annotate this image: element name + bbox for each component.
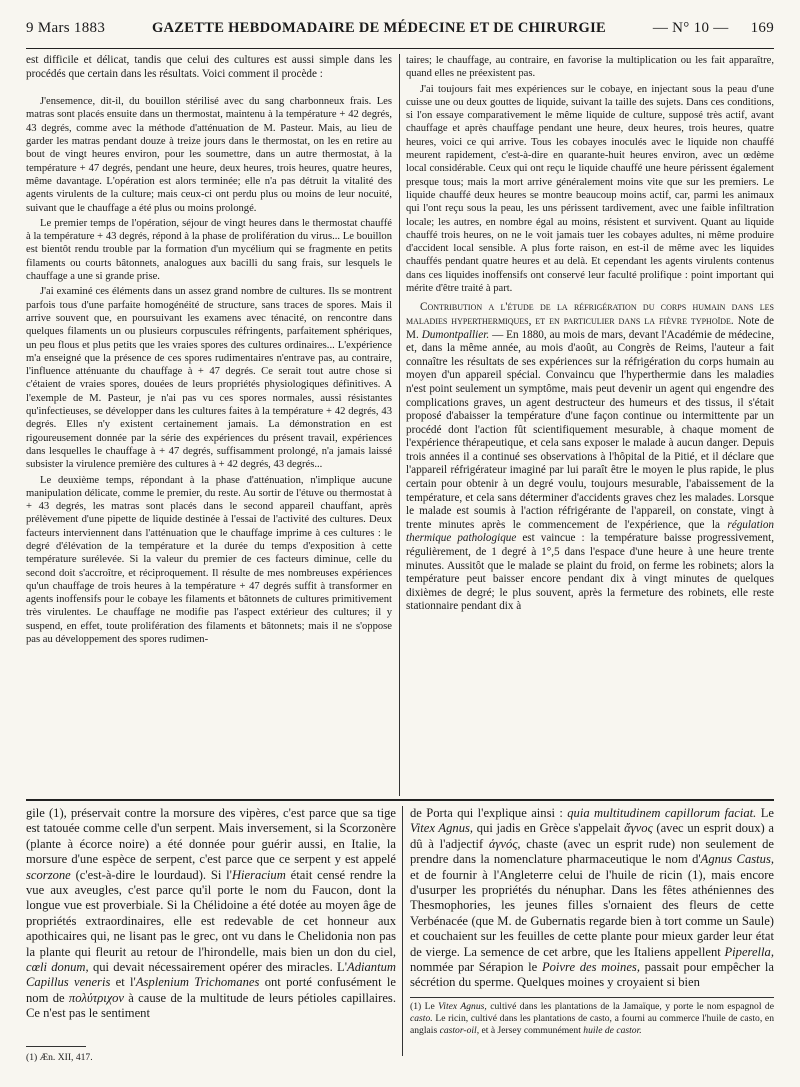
issue-number: — N° 10 — <box>652 19 729 36</box>
italic-term: Vitex Agnus, <box>438 1001 487 1012</box>
text-run: était censé rendre la vue aux aveugles, c'est parce qu'il porte le nom du Faucon, dont la longue vue est proverbiale. Si la Chélidoine a été dotée au moyen âge de propriétés extraordinaires, elle est redevable de cet honneur aux apothicaires qui, ne lisant pas le grec, ont vu dans le Chelidonia non pas la plante qui fleurit au retour de l'hirondelle, mais bien un don du ciel, <box>26 867 396 959</box>
quoted-paragraph: Le deuxième temps, répondant à la phase d'atténuation, n'implique aucune manipulation délicate, comme le premier, du reste. Au sortir de l'étuve ou thermostat à + 43 degrés, les matras sont placés dans le second appareil chauffant, après prélèvement d'une pipette de liquide destinée à l'essai de l'activité des cultures. Deux facteurs interviennent dans l'atténuation que le chauffage imprime à ces cultures : le degré d'élévation de la température et la durée du temps d'exposition à cette température surélevée. Si la valeur du premier de ces facteurs diminue, celle du second doit s'accroître, et réciproquement. Il résulte de mes nombreuses expériences qu'un chauffage de trois heures à la température + 47 degrés suffit à transformer en agents inoffensifs pour le cobaye les filaments et bâtonnets de cultures primitivement très virulentes. Le chauffage ne modifie pas l'aspect extérieur des cultures; il y suspend, en effet, toute prolifération des filaments et bâtonnets; mais il ne s'oppose pas au développement des spores rudimen- <box>26 474 392 646</box>
body-paragraph: J'ai toujours fait mes expériences sur le cobaye, en injectant sous la peau d'une cuisse une ou deux gouttes de liquide, suivant la taille des sujets. Dans ces conditions, si l'on essaye comparativement le même liquide de culture, supposé très actif, avant chauffage et après chauffage pendant une heure, deux heures, trois heures, quatre heures, voici ce qui arrive. Tous les cobayes inoculés avec le liquide non chauffé meurent rapidement, c'est-à-dire en quarante-huit heures environ, avec un œdème local considérable. Ceux qui ont reçu le liquide chauffé une heure périssent également presque tous; mais la mort arrive généralement moins vite que sur les premiers. Le liquide chauffé deux heures se montre beaucoup moins actif, car, parmi les animaux qui l'ont reçu sous la peau, les uns périssent tardivement, avec une faible infiltration locale; les autres, en nombre égal au moins, résistent et survivent. Quant au liquide chauffé trois heures, on ne le voit jamais tuer les cobayes adultes, ni même produire d'accident local sensible. A plus forte raison, en est-il de même avec les liquides chauffés pendant quatre heures et au delà. Et cependant les agents virulents contenus dans ces liquides inoffensifs ont conservé leur faculté prolifique : point important qui mérite d'être traité à part. <box>406 83 774 295</box>
greek-word: ἁγνός, <box>488 836 521 851</box>
issue-date: 9 Mars 1883 <box>26 19 106 36</box>
italic-term: Vitex Agnus, <box>410 821 474 836</box>
text-run: cultivé dans les plantations de la Jamaïque, y porte le nom espagnol de <box>490 1001 774 1012</box>
upper-left-column <box>26 54 392 796</box>
text-run: gile (1), préservait contre la morsure des vipères, c'est parce que sa tige est tatouée comme celle d'un serpent. Mais inversement, si la Scorzonère (plante à écorce noire) a été donnée pour guérir aussi, en Italie, la morsure d'une espèce de serpent, c'est parce que ce serpent y est appelé <box>26 806 396 867</box>
text-run: chaste (avec un esprit rude) non seulement de prendre dans la nomenclature pharmaceutique le nom d' <box>410 836 774 867</box>
footnote-right <box>410 1001 774 1037</box>
text-run: Le <box>760 806 774 820</box>
footnote-rule <box>26 1046 86 1047</box>
italic-term: Poivre des moines, <box>541 960 640 975</box>
text-run: qui jadis en Grèce s'appelait <box>476 821 621 836</box>
italic-term: quia multitudinem capillorum faciat. <box>567 806 757 820</box>
greek-word: πολύτριχον <box>68 990 124 1005</box>
italic-term: Asplenium Trichomanes <box>135 975 260 990</box>
italic-term: Piperella, <box>724 944 774 959</box>
quoted-paragraph: Le premier temps de l'opération, séjour de vingt heures dans le thermostat chauffé à la température + 43 degrés, répond à la phase de prolifération du virus... Le bouillon est bientôt rendu trouble par la formation d'un mycélium qui se fragmente en petits filaments ou courts bâtonnets, analogues aux bacilli du sang frais, sur lesquels le chauffage a une si grande prise. <box>26 217 392 283</box>
article-text: — En 1880, au mois de mars, devant l'Académie de médecine, et, dans la même année, au mois d'août, au Congrès de Reims, l'auteur a fait connaître les résultats de ses expériences sur la réfrigération du corps humain au moyen d'un appareil spécial. Convaincu que l'hyperthermie dans les maladies n'est point seulement un symptôme, mais peut devenir un agent qui engendre des complications graves, un agent destructeur des humeurs et des tissus, il s'était proposé d'abaisser la température d'une façon continue ou intermittente par un procédé dont l'action fût scientifiquement mesurable, à chaque moment de l'expérience thérapeutique, et cela sans exposer le malade à aucun danger. Depuis trois années il a continué ses observations à l'hôpital de la Pitié, et il déclare que l'appareil réfrigérateur imaginé par lui paraît être le moyen le plus rapide, le plus certain pour obtenir à un degré voulu, toujours mesurable, l'abaissement de la température, et cela sans déterminer d'accidents graves chez les malades. Lorsque le malade est soumis à l'action réfrigérante de l'appareil, on constate, vingt à trente minutes après le commencement de l'expérience, que la <box>406 328 774 531</box>
section-title: Contribution a l'étude de la réfrigération du corps humain dans les maladies hyperthermiques, et en particulier dans la fièvre typhoïde. <box>406 301 774 327</box>
header-right <box>653 20 774 37</box>
note-by: Note de M. <box>406 314 774 341</box>
greek-word: ἄγνος <box>624 821 653 836</box>
running-header <box>26 8 774 49</box>
text-run: et l' <box>115 975 136 990</box>
journal-title: GAZETTE HEBDOMADAIRE DE MÉDECINE ET DE CHIRURGIE <box>151 19 606 36</box>
text-run: de Porta qui l'explique ainsi : <box>410 806 563 820</box>
italic-term: castor-oil, <box>439 1025 480 1036</box>
quoted-paragraph: J'ensemence, dit-il, du bouillon stérilisé avec du sang charbonneux frais. Les matras sont placés ensuite dans un thermostat, maintenu à la température + 42 degrés, 43 degrés, comme avec la méthode d'atténuation de M. Pasteur. Mais, au lieu de garder les matras pendant douze à treize jours dans le thermostat, on les en retire au bout de vingt heures environ, pour les soumettre, dans un autre thermostat, à la température + 47 degrés, pendant une heure, deux heures, trois heures, quatre heures, même davantage. L'opération est alors terminée; elle n'a pas détruit la vitalité des agents virulents de la culture; mais ceux-ci ont perdu plus ou moins de leur nocuité, suivant que le chauffage a été plus ou moins prolongé. <box>26 96 392 214</box>
section-article <box>406 301 774 614</box>
upper-right-column <box>406 54 774 796</box>
italic-term: Agnus Castus, <box>700 852 774 867</box>
quoted-paragraph: J'ai examiné ces éléments dans un assez grand nombre de cultures. Ils se montrent parfois tous d'une parfaite homogénéité de structure, sans traces de spores. Mais il arrive souvent que, en poursuivant les examens avec ténacité, on rencontre dans quelques filaments un ou plusieurs corpuscules réfringents, parfaitement sphériques, un peu flous et plus petits que les vraies spores des cultures ordinaires... L'expérience m'a enseigné que la présence de ces spores rudimentaires n'entrave pas, au contraire, l'influence atténuante du chauffage à + 47 degrés. Ce serait tout autre chose si c'étaient de vraies spores, douées de leurs propriétés physiologiques définitives. A l'exemple de M. Pasteur, je n'ai pas vu ces spores normales, aussi résistantes qu'infectieuses, se développer dans les cultures faites à la température + 42 degrés, 43 degrés. Elles n'y existent certainement jamais. La démonstration en est rigoureusement donnée par la série des expériences du présent travail, expériences dans lesquelles le chauffage à + 47 degrés, suffisamment prolongé, n'a jamais laissé subsister la virulence première des cultures à + 42 degrés, 43 degrés... <box>26 286 392 471</box>
text-run: (1) Le <box>410 1001 435 1012</box>
italic-term: huile de castor. <box>583 1025 642 1036</box>
author-name: Dumontpallier. <box>421 328 490 341</box>
italic-term: casto. <box>410 1013 433 1024</box>
continued-paragraph: taires; le chauffage, au contraire, en favorise la multiplication ou les fait apparaître, quand elles ne préexistent pas. <box>406 55 774 80</box>
text-run: et à Jersey communément <box>481 1025 581 1036</box>
footnote-left: (1) Æn. XII, 417. <box>26 1052 93 1063</box>
text-run: à cause de la multitude de leurs pétioles capillaires. Ce n'est pas le sentiment <box>26 990 396 1021</box>
text-run: qui devait nécessairement opérer des miracles. L' <box>92 960 348 975</box>
italic-term: Adiantum Capillus veneris <box>26 960 396 990</box>
intro-paragraph: est difficile et délicat, tandis que celui des cultures est aussi simple dans les procédés que certain dans les résultats. Voici comment il procède : <box>26 54 392 80</box>
text-run: passait pour empêcher la sécrétion du sperme. Quelques moines y croyaient si bien <box>410 960 774 990</box>
footnote-rule <box>410 997 774 998</box>
italic-term: régulation thermique pathologique <box>406 518 774 545</box>
text-run: (c'est-à-dire le lourdaud). Si l' <box>75 867 232 882</box>
feuilleton-paragraph <box>410 806 774 990</box>
lower-left-column <box>26 806 396 1040</box>
text-run: et de fournir à l'Angleterre celui de l'huile de ricin (1), mais encore d'usurper les propriétés du nénuphar. Dans les fêtes athéniennes des Thesmophories, les jeunes filles s'ornaient des fleurs de cette Verbénacée (que M. de Gubernatis regarde bien à tort comme un Saule) et couchaient sur les feuilles de cette plante pour mieux garder leur état de vierge. La semence de cet arbre, que les Italiens appellent <box>410 867 774 959</box>
text-run: Le ricin, cultivé dans les plantations de casto, a fourni au commerce l'huile de casto, en anglais <box>410 1013 774 1036</box>
feuilleton-paragraph <box>26 806 396 1022</box>
column-divider <box>399 54 400 796</box>
page-number: 169 <box>750 19 774 36</box>
lower-right-column <box>410 806 774 990</box>
italic-term: Hieracium <box>231 867 286 882</box>
text-run: ont porté confusément le nom de <box>26 975 396 1005</box>
column-divider <box>402 806 403 1056</box>
text-run: (avec un esprit doux) a dû à l'adjectif <box>410 821 774 851</box>
italic-term: scorzone <box>26 867 71 882</box>
section-divider <box>26 799 774 801</box>
article-text-end: est vaincue : la température baisse progressivement, régulièrement, de 1 degré à 1°,5 dans l'espace d'une heure à une heure trente minutes. Aussitôt que le malade se plaint du froid, on ferme les robinets; alors la température peut baisser encore pendant dix à vingt minutes de quelques dixièmes de degré; le plus souvent, après la fermeture des robinets, elle reste stationnaire pendant dix à <box>406 532 774 613</box>
italic-term: cœli donum, <box>26 960 89 975</box>
text-run: nommée par Sérapion le <box>410 960 538 975</box>
